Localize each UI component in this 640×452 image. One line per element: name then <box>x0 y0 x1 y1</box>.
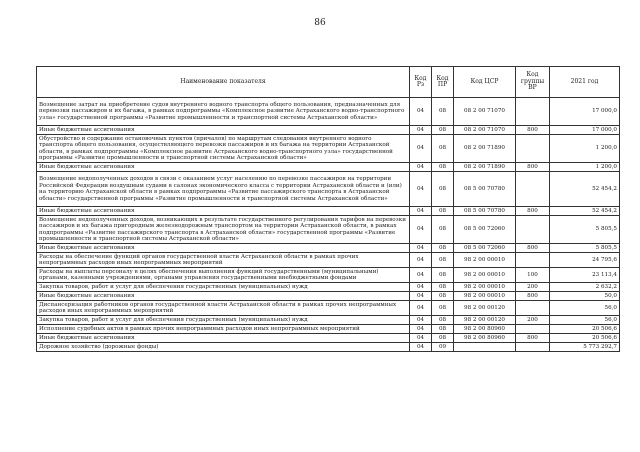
table-row <box>37 172 620 207</box>
row-vr-cell <box>516 253 550 268</box>
row-pr-cell: 09 <box>432 343 454 352</box>
row-vr-cell: 800 <box>516 244 550 253</box>
row-name-cell: Исполнение судебных актов в рамках прочих непрограммных расходов иных непрограммных мероприятий <box>37 325 410 334</box>
row-vr-cell <box>516 216 550 244</box>
table-row <box>37 325 620 334</box>
row-name-cell: Расходы на обеспечение функций органов государственной власти Астраханской области в рамках прочих непрограммных расходов иных непрограммных мероприятий <box>37 253 410 268</box>
row-value-cell: 50,0 <box>550 292 620 301</box>
row-name-cell: Закупка товаров, работ и услуг для обеспечения государственных (муниципальных) нужд <box>37 283 410 292</box>
row-value-cell: 23 113,4 <box>550 268 620 283</box>
header-code-vr: Код группы ВР <box>516 67 550 98</box>
row-value-cell: 56,0 <box>550 301 620 316</box>
row-rz-cell: 04 <box>410 316 432 325</box>
row-value-cell: 5 773 292,7 <box>550 343 620 352</box>
row-pr-cell: 08 <box>432 325 454 334</box>
row-value-cell: 24 795,6 <box>550 253 620 268</box>
row-pr-cell: 08 <box>432 216 454 244</box>
row-rz-cell: 04 <box>410 292 432 301</box>
row-vr-cell <box>516 172 550 207</box>
row-pr-cell: 08 <box>432 98 454 126</box>
row-rz-cell: 04 <box>410 135 432 163</box>
row-csr-cell: 98 2 00 00010 <box>454 292 516 301</box>
row-csr-cell: 98 2 00 80960 <box>454 334 516 343</box>
row-csr-cell: 08 2 00 71070 <box>454 98 516 126</box>
row-pr-cell: 08 <box>432 172 454 207</box>
row-csr-cell: 08 5 00 72060 <box>454 244 516 253</box>
row-vr-cell: 800 <box>516 334 550 343</box>
table-row <box>37 283 620 292</box>
row-vr-cell <box>516 98 550 126</box>
row-vr-cell: 800 <box>516 163 550 172</box>
row-pr-cell: 08 <box>432 163 454 172</box>
table-row <box>37 244 620 253</box>
page-number: 86 <box>314 18 326 28</box>
row-rz-cell: 04 <box>410 216 432 244</box>
row-name-cell: Иные бюджетные ассигнования <box>37 207 410 216</box>
row-pr-cell: 08 <box>432 316 454 325</box>
table-row <box>37 301 620 316</box>
row-csr-cell: 08 2 00 71890 <box>454 135 516 163</box>
row-pr-cell: 08 <box>432 207 454 216</box>
row-rz-cell: 04 <box>410 268 432 283</box>
row-value-cell: 17 000,0 <box>550 126 620 135</box>
row-value-cell: 52 454,2 <box>550 172 620 207</box>
table-row <box>37 316 620 325</box>
header-indicator-name: Наименование показателя <box>37 67 410 98</box>
row-pr-cell: 08 <box>432 334 454 343</box>
row-pr-cell: 08 <box>432 126 454 135</box>
row-csr-cell: 08 2 00 71890 <box>454 163 516 172</box>
row-name-cell: Диспансеризация работников органов государственной власти Астраханской области в рамках прочих непрограммных расходов иных непрограммных мероприятий <box>37 301 410 316</box>
table-row <box>37 98 620 126</box>
row-vr-cell <box>516 325 550 334</box>
row-pr-cell: 08 <box>432 268 454 283</box>
row-value-cell: 1 200,0 <box>550 135 620 163</box>
row-rz-cell: 04 <box>410 325 432 334</box>
row-vr-cell: 800 <box>516 207 550 216</box>
row-rz-cell: 04 <box>410 126 432 135</box>
row-csr-cell: 98 2 00 00010 <box>454 268 516 283</box>
header-code-pr: Код ПР <box>432 67 454 98</box>
row-value-cell: 5 805,5 <box>550 244 620 253</box>
row-name-cell: Обустройство и содержание остановочных пунктов (причалов) по маршрутам следования внутреннего водного транспорта общего пользования, осуществляющего перевозки пассажиров и их багажа на территории Астраханской области, в рамках подпрограммы «Комплексное развитие Астраханского водно-транспортного узла» государственной программы «Развитие промышленности и транспортной системы Астраханской области» <box>37 135 410 163</box>
row-rz-cell: 04 <box>410 334 432 343</box>
row-name-cell: Иные бюджетные ассигнования <box>37 126 410 135</box>
row-rz-cell: 04 <box>410 253 432 268</box>
row-vr-cell: 200 <box>516 316 550 325</box>
row-name-cell: Иные бюджетные ассигнования <box>37 244 410 253</box>
row-value-cell: 56,0 <box>550 316 620 325</box>
budget-table <box>36 66 620 352</box>
row-rz-cell: 04 <box>410 301 432 316</box>
row-csr-cell: 98 2 00 00120 <box>454 301 516 316</box>
table-row <box>37 126 620 135</box>
row-pr-cell: 08 <box>432 253 454 268</box>
table-row <box>37 343 620 352</box>
row-pr-cell: 08 <box>432 301 454 316</box>
row-value-cell: 20 506,6 <box>550 334 620 343</box>
table-row <box>37 216 620 244</box>
row-vr-cell <box>516 135 550 163</box>
header-code-rz: Код Рз <box>410 67 432 98</box>
row-vr-cell <box>516 301 550 316</box>
row-name-cell: Возмещение затрат на приобретение судов внутреннего водного транспорта общего пользования, предназначенных для перевозки пассажиров и их багажа, в рамках подпрограммы «Комплексное развитие Астраханского водно-транспортного узла» государственной программы «Развитие промышленности и транспортной системы Астраханской области» <box>37 98 410 126</box>
row-csr-cell: 98 2 00 00010 <box>454 253 516 268</box>
row-name-cell: Возмещение недополученных доходов, возникающих в результате государственного регулирования тарифов на перевозки пассажиров и их багажа пригородным железнодорожным транспортом на территории Астраханской области, в рамках подпрограммы «Развитие пассажирского транспорта в Астраханской области» государственной программы «Развитие промышленности и транспортной системы Астраханской области» <box>37 216 410 244</box>
row-name-cell: Иные бюджетные ассигнования <box>37 163 410 172</box>
row-value-cell: 52 454,2 <box>550 207 620 216</box>
row-vr-cell <box>516 343 550 352</box>
row-name-cell: Дорожное хозяйство (дорожные фонды) <box>37 343 410 352</box>
header-code-csr: Код ЦСР <box>454 67 516 98</box>
row-name-cell: Иные бюджетные ассигнования <box>37 334 410 343</box>
row-vr-cell: 100 <box>516 268 550 283</box>
row-pr-cell: 08 <box>432 283 454 292</box>
row-pr-cell: 08 <box>432 292 454 301</box>
row-vr-cell: 800 <box>516 126 550 135</box>
row-value-cell: 17 000,0 <box>550 98 620 126</box>
row-name-cell: Иные бюджетные ассигнования <box>37 292 410 301</box>
table-row <box>37 163 620 172</box>
row-rz-cell: 04 <box>410 244 432 253</box>
row-rz-cell: 04 <box>410 172 432 207</box>
row-csr-cell: 98 2 00 00120 <box>454 316 516 325</box>
table-header-row <box>37 67 620 98</box>
row-value-cell: 2 632,2 <box>550 283 620 292</box>
row-csr-cell <box>454 343 516 352</box>
row-csr-cell: 08 5 00 70780 <box>454 172 516 207</box>
row-vr-cell: 800 <box>516 292 550 301</box>
row-rz-cell: 04 <box>410 163 432 172</box>
row-pr-cell: 08 <box>432 244 454 253</box>
row-csr-cell: 08 5 00 72060 <box>454 216 516 244</box>
row-name-cell: Расходы на выплаты персоналу в целях обеспечения выполнения функций государственными (муниципальными) органами, казенными учреждениями, органами управления государственными внебюджетными фондами <box>37 268 410 283</box>
row-csr-cell: 08 5 00 70780 <box>454 207 516 216</box>
table-row <box>37 253 620 268</box>
row-rz-cell: 04 <box>410 343 432 352</box>
header-year-2021: 2021 год <box>550 67 620 98</box>
row-csr-cell: 98 2 00 00010 <box>454 283 516 292</box>
row-value-cell: 1 200,0 <box>550 163 620 172</box>
row-rz-cell: 04 <box>410 98 432 126</box>
table-row <box>37 292 620 301</box>
row-name-cell: Закупка товаров, работ и услуг для обеспечения государственных (муниципальных) нужд <box>37 316 410 325</box>
row-vr-cell: 200 <box>516 283 550 292</box>
row-csr-cell: 08 2 00 71070 <box>454 126 516 135</box>
row-value-cell: 5 805,5 <box>550 216 620 244</box>
table-row <box>37 334 620 343</box>
row-value-cell: 20 506,6 <box>550 325 620 334</box>
row-rz-cell: 04 <box>410 283 432 292</box>
row-pr-cell: 08 <box>432 135 454 163</box>
table-row <box>37 135 620 163</box>
row-csr-cell: 98 2 00 80960 <box>454 325 516 334</box>
table-row <box>37 207 620 216</box>
table-row <box>37 268 620 283</box>
row-name-cell: Возмещение недополученных доходов в связи с оказанием услуг населению по перевозке пассажиров на территории Российской Федерации воздушным судами в салонах экономического класса с территории Астраханской области и (или) на территорию Астраханской области в рамках подпрограммы «Развитие пассажирского транспорта в Астраханской области» государственной программы «Развитие промышленности и транспортной системы Астраханской области» <box>37 172 410 207</box>
row-rz-cell: 04 <box>410 207 432 216</box>
